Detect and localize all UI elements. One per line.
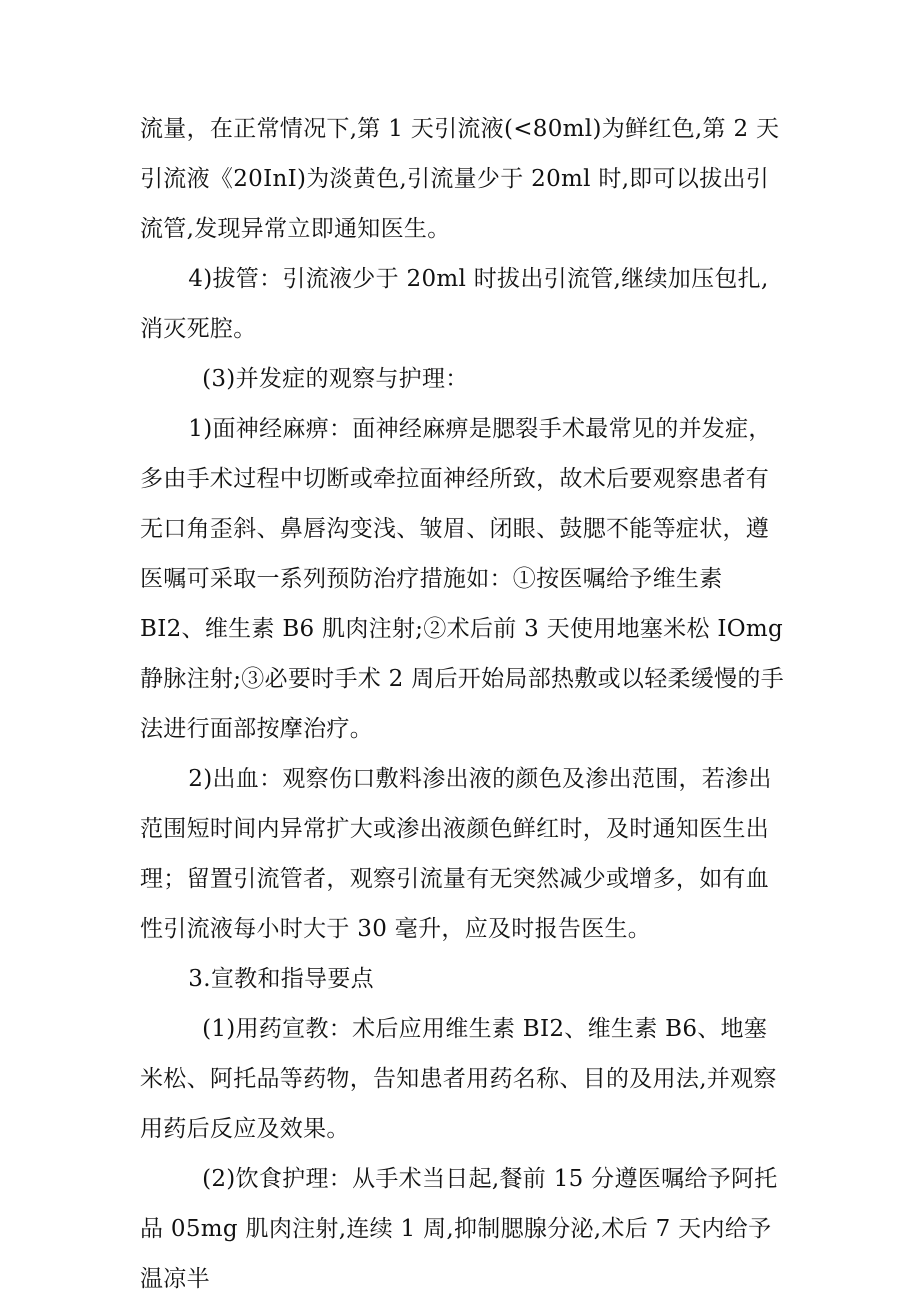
document-body (140, 104, 786, 1304)
heading-education-guidance: 3.宣教和指导要点 (188, 966, 374, 992)
paragraph-facial-nerve-palsy: 1)面神经麻痹：面神经麻痹是腮裂手术最常见的并发症，多由手术过程中切断或牵拉面神经所致，故术后要观察患者有无口角歪斜、鼻唇沟变浅、皱眉、闭眼、鼓腮不能等症状，遵医嘱可采取一系列预防治疗措施如：①按医嘱给予维生素 BI2、维生素 B6 肌肉注射;②术后前 3 天使用地塞米松 IOmg 静脉注射;③必要时手术 2 周后开始局部热敷或以轻柔缓慢的手法进行面部按摩治疗。 (140, 416, 785, 742)
paragraph-drainage-volume: 流量，在正常情况下,第 1 天引流液(<80ml)为鲜红色,第 2 天引流液《20InI)为淡黄色,引流量少于 20ml 时,即可以拔出引流管,发现异常立即通知医生。 (140, 116, 780, 242)
paragraph-tube-removal: 4)拔管：引流液少于 20ml 时拔出引流管,继续加压包扎,消灭死腔。 (140, 266, 769, 342)
paragraph-diet-care: (2)饮食护理：从手术当日起,餐前 15 分遵医嘱给予阿托品 05mg 肌肉注射,连续 1 周,抑制腮腺分泌,术后 7 天内给予温凉半 (140, 1166, 778, 1292)
paragraph-medication-education: (1)用药宣教：术后应用维生素 BI2、维生素 B6、地塞米松、阿托品等药物，告知患者用药名称、目的及用法,并观察用药后反应及效果。 (140, 1016, 777, 1142)
heading-complications: (3)并发症的观察与护理： (202, 366, 469, 392)
paragraph-bleeding: 2)出血：观察伤口敷料渗出液的颜色及渗出范围，若渗出范围短时间内异常扩大或渗出液颜色鲜红时，及时通知医生出理；留置引流管者，观察引流量有无突然减少或增多，如有血性引流液每小时大于 30 毫升，应及时报告医生。 (140, 766, 772, 942)
